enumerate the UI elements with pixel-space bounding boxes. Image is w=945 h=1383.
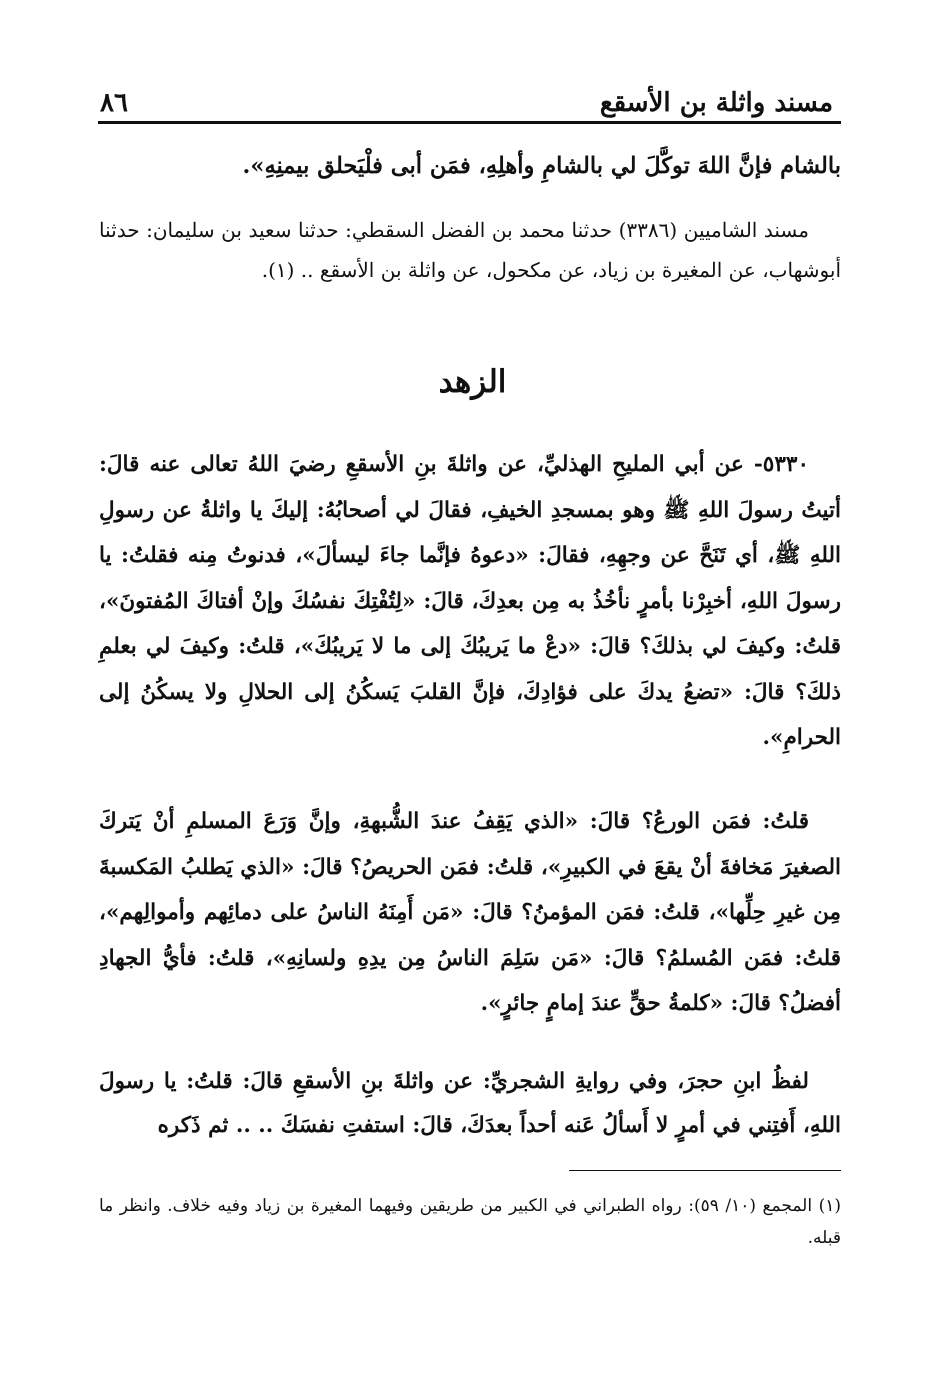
footnote-rule [569, 1170, 841, 1171]
section-title: الزهد [438, 364, 507, 400]
hadith-paragraph: ٥٣٣٠- عن أبي المليحِ الهذليِّ، عن واثلةَ بنِ الأسقعِ رضيَ اللهُ تعالى عنه قالَ: أتيتُ رسولَ اللهِ ﷺ وهو بمسجدِ الخيفِ، فقالَ لي أصحابُهُ: إليكَ يا واثلةُ عن رسولِ اللهِ ﷺ، أي تَنَحَّ عن وجهِهِ، فقالَ: «دعوهُ فإنَّما جاءَ ليسألَ»، فدنوتُ مِنه فقلتُ: يا رسولَ اللهِ، أخبِرْنا بأمرٍ نأخُذُ به مِن بعدِكَ، قالَ: «لِتُفْتِكَ نفسُكَ وإنْ أفتاكَ المُفتونَ»، قلتُ: وكيفَ لي بذلكَ؟ قالَ: «دعْ ما يَريبُكَ إلى ما لا يَريبُكَ»، قلتُ: وكيفَ لي بعلمِ ذلكَ؟ قالَ: «تضعُ يدكَ على فؤادِكَ، فإنَّ القلبَ يَسكُنُ إلى الحلالِ ولا يسكُنُ إلى الحرامِ». [99, 452, 841, 750]
page-number: ٨٦ [100, 88, 128, 118]
page-header [100, 78, 833, 118]
source-note: مسند الشاميين (٣٣٨٦) حدثنا محمد بن الفضل السقطي: حدثنا سعيد بن سليمان: حدثنا أبوشهاب، عن المغيرة بن زياد، عن مكحول، عن واثلة بن الأسقع .. (١). [99, 218, 841, 282]
continuation-text: بالشام فإنَّ اللهَ توكَّلَ لي بالشامِ وأهلِهِ، فمَن أبى فلْيَحلق بيمنِهِ». [242, 153, 841, 179]
running-title: مسند واثلة بن الأسقع [599, 88, 833, 118]
footnote: (١) المجمع (١٠/ ٥٩): رواه الطبراني في الكبير من طريقين وفيهما المغيرة بن زياد وفيه خلاف. وانظر ما قبله. [99, 1196, 841, 1248]
header-rule [98, 121, 841, 124]
hadith-paragraph: قلتُ: فمَن الورعُ؟ قالَ: «الذي يَقِفُ عندَ الشُّبهةِ، وإنَّ وَرَعَ المسلمِ أنْ يَتركَ الصغيرَ مَخافةَ أنْ يقعَ في الكبيرِ»، قلتُ: فمَن الحريصُ؟ قالَ: «الذي يَطلبُ المَكسبةَ مِن غيرِ حِلِّها»، قلتُ: فمَن المؤمنُ؟ قالَ: «مَن أَمِنَهُ الناسُ على دمائِهم وأموالِهم»، قلتُ: فمَن المُسلمُ؟ قالَ: «مَن سَلِمَ الناسُ مِن يدِهِ ولسانِهِ»، قلتُ: فأيُّ الجهادِ أفضلُ؟ قالَ: «كلمةُ حقٍّ عندَ إمامٍ جائرٍ». [99, 809, 841, 1016]
hadith-paragraph: لفظُ ابنِ حجرَ، وفي روايةِ الشجريِّ: عن واثلةَ بنِ الأسقعِ قالَ: قلتُ: يا رسولَ اللهِ، أَفتِني في أمرٍ لا أَسألُ عَنه أحداً بعدَكَ، قالَ: استفتِ نفسَكَ .. .. ثم ذَكره [99, 1069, 841, 1138]
